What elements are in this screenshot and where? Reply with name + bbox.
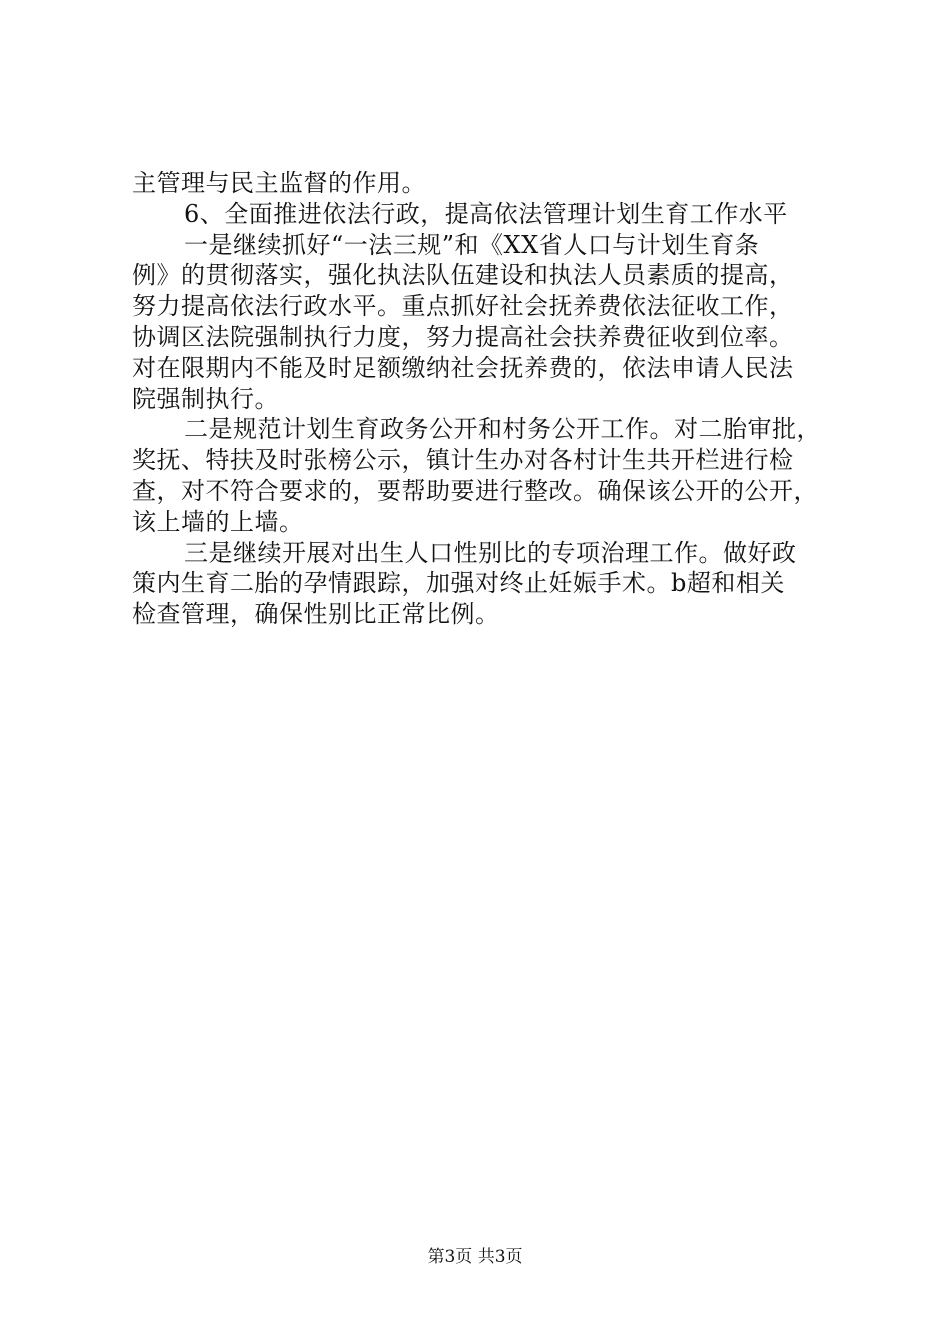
paragraph-line: 三是继续开展对出生人口性别比的专项治理工作。做好政 — [184, 538, 797, 567]
paragraph-line: 主管理与民主监督的作用。 — [132, 169, 426, 197]
paragraph-line: 奖抚、特扶及时张榜公示，镇计生办对各村计生共开栏进行检 — [132, 446, 794, 475]
section-heading: 6、全面推进依法行政，提高依法管理计划生育工作水平 — [184, 199, 788, 228]
paragraph-line: 协调区法院强制执行力度，努力提高社会扶养费征收到位率。 — [132, 322, 794, 351]
page-number-footer: 第3页 共3页 — [427, 1247, 523, 1267]
paragraph-line: 查，对不符合要求的，要帮助要进行整改。确保该公开的公开， — [132, 476, 818, 505]
paragraph-line: 该上墙的上墙。 — [132, 507, 304, 536]
document-body — [132, 168, 832, 630]
paragraph-line: 院强制执行。 — [132, 384, 279, 413]
paragraph-line: 努力提高依法行政水平。重点抓好社会抚养费依法征收工作， — [132, 292, 794, 321]
paragraph-line: 检查管理，确保性别比正常比例。 — [132, 600, 500, 629]
paragraph-line: 策内生育二胎的孕情跟踪，加强对终止妊娠手术。b超和相关 — [132, 569, 785, 598]
paragraph-line: 例》的贯彻落实，强化执法队伍建设和执法人员素质的提高， — [132, 261, 794, 290]
paragraph-line: 一是继续抓好“一法三规”和《XX省人口与计划生育条 — [184, 230, 760, 259]
paragraph-line: 对在限期内不能及时足额缴纳社会抚养费的，依法申请人民法 — [132, 353, 794, 382]
paragraph-line: 二是规范计划生育政务公开和村务公开工作。对二胎审批， — [184, 415, 821, 444]
